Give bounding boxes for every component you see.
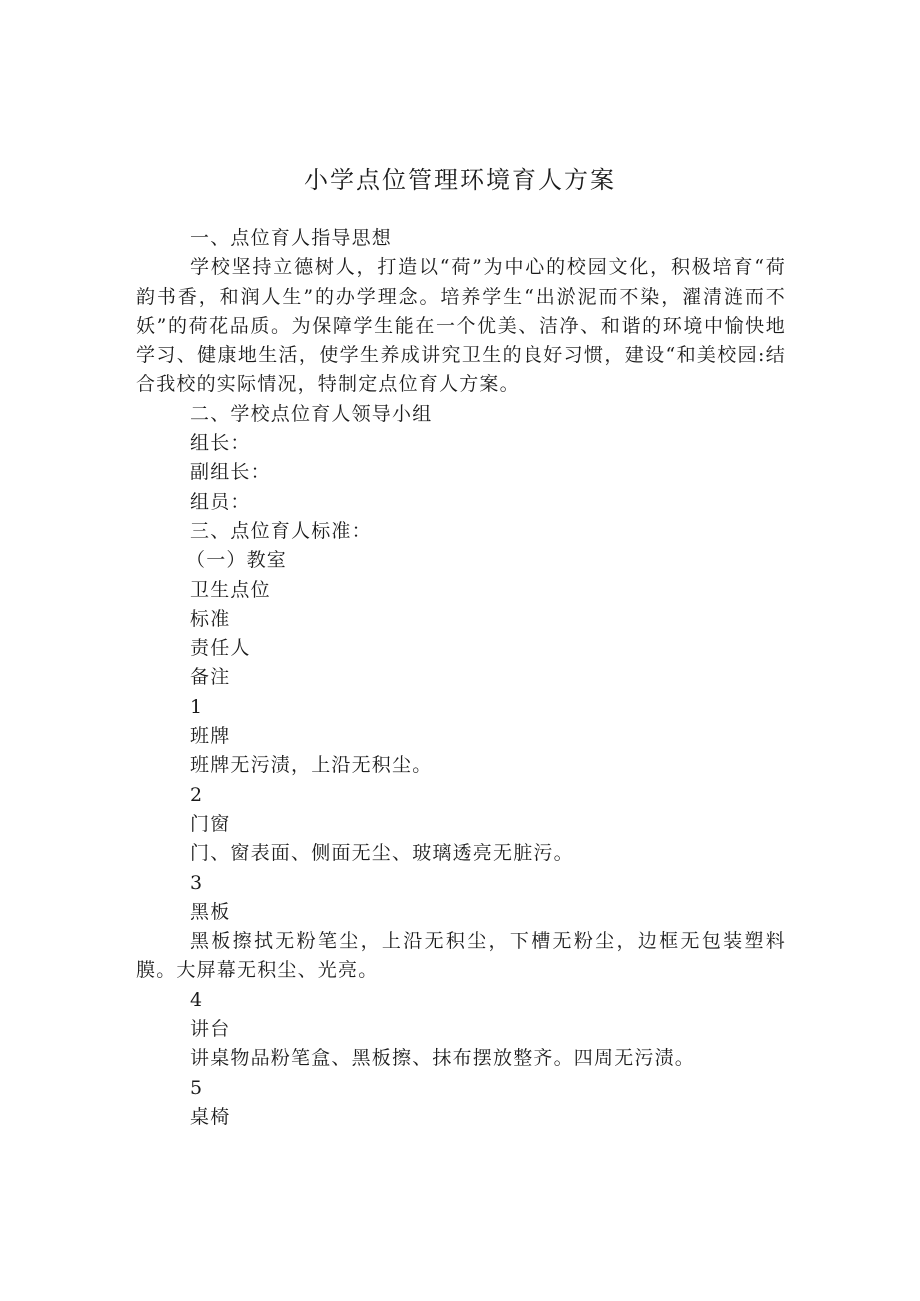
row-number: 5 [190,1076,204,1099]
row-number: 1 [190,695,204,718]
row-standard: 班牌无污渍，上沿无积尘。 [190,754,433,777]
group-leader-line: 组长： [190,432,251,455]
row-point: 门窗 [190,812,231,835]
row-point: 桌椅 [190,1105,231,1128]
section-heading-guiding-thought: 一、点位育人指导思想 [190,227,393,249]
row-number: 2 [190,783,204,806]
row-number: 3 [190,871,204,894]
row-standard: 黑板擦拭无粉笔尘，上沿无积尘，下槽无粉尘，边框无包装塑料膜。大屏幕无积尘、光亮。 [136,930,786,982]
row-number: 4 [190,988,204,1011]
section-heading-standards: 三、点位育人标准： [190,519,372,542]
section-heading-leadership-group: 二、学校点位育人领导小组 [190,402,433,425]
row-standard: 讲桌物品粉笔盒、黑板擦、抹布摆放整齐。四周无污渍。 [190,1047,696,1070]
column-header-remarks: 备注 [190,666,231,689]
deputy-leader-line: 副组长： [190,461,271,484]
members-line: 组员： [190,490,251,513]
row-point: 讲台 [190,1018,231,1041]
subsection-heading-classroom: （一）教室 [186,549,288,572]
column-header-point: 卫生点位 [190,578,271,601]
row-standard: 门、窗表面、侧面无尘、玻璃透亮无脏污。 [190,842,574,865]
row-point: 班牌 [190,725,231,748]
document-body [136,224,786,1132]
column-header-responsible: 责任人 [190,637,251,660]
row-point: 黑板 [190,900,231,923]
column-header-standard: 标准 [190,607,231,630]
document-title: 小学点位管理环境育人方案 [304,166,616,194]
paragraph-guiding-thought: 学校坚持立德树人，打造以“荷”为中心的校园文化，积极培育“荷韵书香，和润人生”的办学理念。培养学生“出淤泥而不染，濯清涟而不妖”的荷花品质。为保障学生能在一个优美、洁净、和谐的环境中愉快地学习、健康地生活，使学生养成讲究卫生的良好习惯，建设“和美校园:结合我校的实际情况，特制定点位育人方案。 [136,256,786,396]
